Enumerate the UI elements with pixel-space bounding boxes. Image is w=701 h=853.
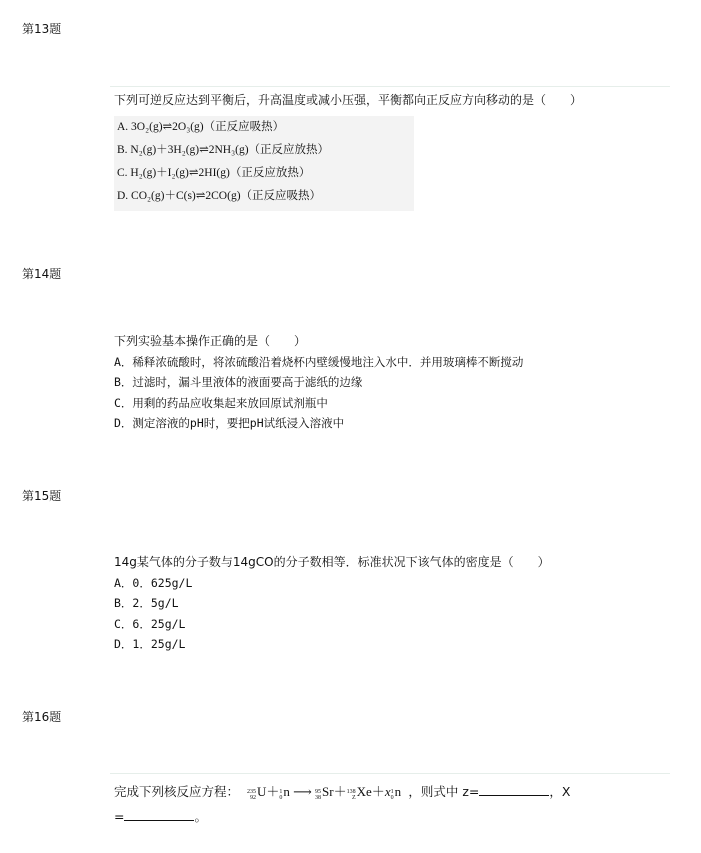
option-c: C．6．25g/L xyxy=(114,616,186,631)
n-mass: 1 xyxy=(279,789,283,795)
option-d: D．测定溶液的pH时，要把pH试纸浸入溶液中 xyxy=(114,416,345,430)
option-b: B．2．5g/L xyxy=(114,596,179,610)
n-symbol: n xyxy=(283,784,290,799)
sr-symbol: Sr xyxy=(322,784,334,799)
stem-prefix: 完成下列核反应方程： xyxy=(114,784,240,799)
stem-mid: ，则式中 z= xyxy=(408,784,480,799)
question-16-label: 第16题 xyxy=(22,710,62,724)
question-14-stem: 下列实验基本操作正确的是（ ） xyxy=(114,334,307,348)
arrow-icon: ⟶ xyxy=(293,784,312,799)
coefficient-x: x xyxy=(384,784,391,799)
option-a: A．0．625g/L xyxy=(114,575,193,590)
question-16-stem xyxy=(114,782,570,803)
n2-atomic: 0 xyxy=(390,795,394,801)
question-15-label: 第15题 xyxy=(22,489,62,503)
question-15-stem: 14g某气体的分子数与14gCO的分子数相等．标准状况下该气体的密度是（ ） xyxy=(114,555,550,569)
option-d: D. CO₂(g)＋C(s)⇌2CO(g)（正反应吸热） xyxy=(117,190,322,202)
question-16-stem-line2 xyxy=(114,807,207,828)
nuclear-equation: 235 92U＋1 0n ⟶ 95 38Sr＋138 ZXe＋x1 0n xyxy=(247,784,402,801)
question-13-label: 第13题 xyxy=(22,22,62,36)
sr-atomic: 38 xyxy=(315,795,322,801)
option-a: A. 3O₂(g)⇌2O₃(g)（正反应吸热） xyxy=(117,121,285,133)
xe-atomic: Z xyxy=(351,795,356,801)
question-15-body xyxy=(114,552,550,655)
blank-z[interactable] xyxy=(479,783,549,796)
option-d: D．1．25g/L xyxy=(114,637,186,651)
sr-mass: 95 xyxy=(315,789,322,795)
u-mass: 235 xyxy=(247,789,256,795)
option-c: C．用剩的药品应收集起来放回原试剂瓶中 xyxy=(114,395,328,410)
option-b: B．过滤时，漏斗里液体的液面要高于滤纸的边缘 xyxy=(114,375,363,389)
question-13-options-image xyxy=(114,116,414,211)
n2-symbol: n xyxy=(394,784,402,799)
option-c: C. H₂(g)＋I₂(g)⇌2HI(g)（正反应放热） xyxy=(117,167,311,179)
stem-end: 。 xyxy=(194,809,207,824)
n-atomic: 0 xyxy=(279,795,283,801)
n2-mass: 1 xyxy=(390,789,394,795)
divider xyxy=(110,86,670,87)
question-14-body xyxy=(114,331,523,434)
question-14-label: 第14题 xyxy=(22,267,62,281)
blank-x[interactable] xyxy=(124,808,194,821)
option-b: B. N₂(g)＋3H₂(g)⇌2NH₃(g)（正反应放热） xyxy=(117,144,330,156)
xe-symbol: Xe xyxy=(356,784,372,799)
stem-end-prefix: = xyxy=(114,809,125,824)
u-symbol: U xyxy=(257,784,267,799)
xe-mass: 138 xyxy=(346,789,356,795)
option-a: A．稀释浓硫酸时，将浓硫酸沿着烧杯内壁缓慢地注入水中．并用玻璃棒不断搅动 xyxy=(114,354,524,369)
divider xyxy=(110,773,670,774)
stem-x: ，X xyxy=(549,784,571,799)
u-atomic: 92 xyxy=(250,795,256,801)
question-13-stem: 下列可逆反应达到平衡后，升高温度或减小压强，平衡都向正反应方向移动的是（ ） xyxy=(114,93,583,107)
